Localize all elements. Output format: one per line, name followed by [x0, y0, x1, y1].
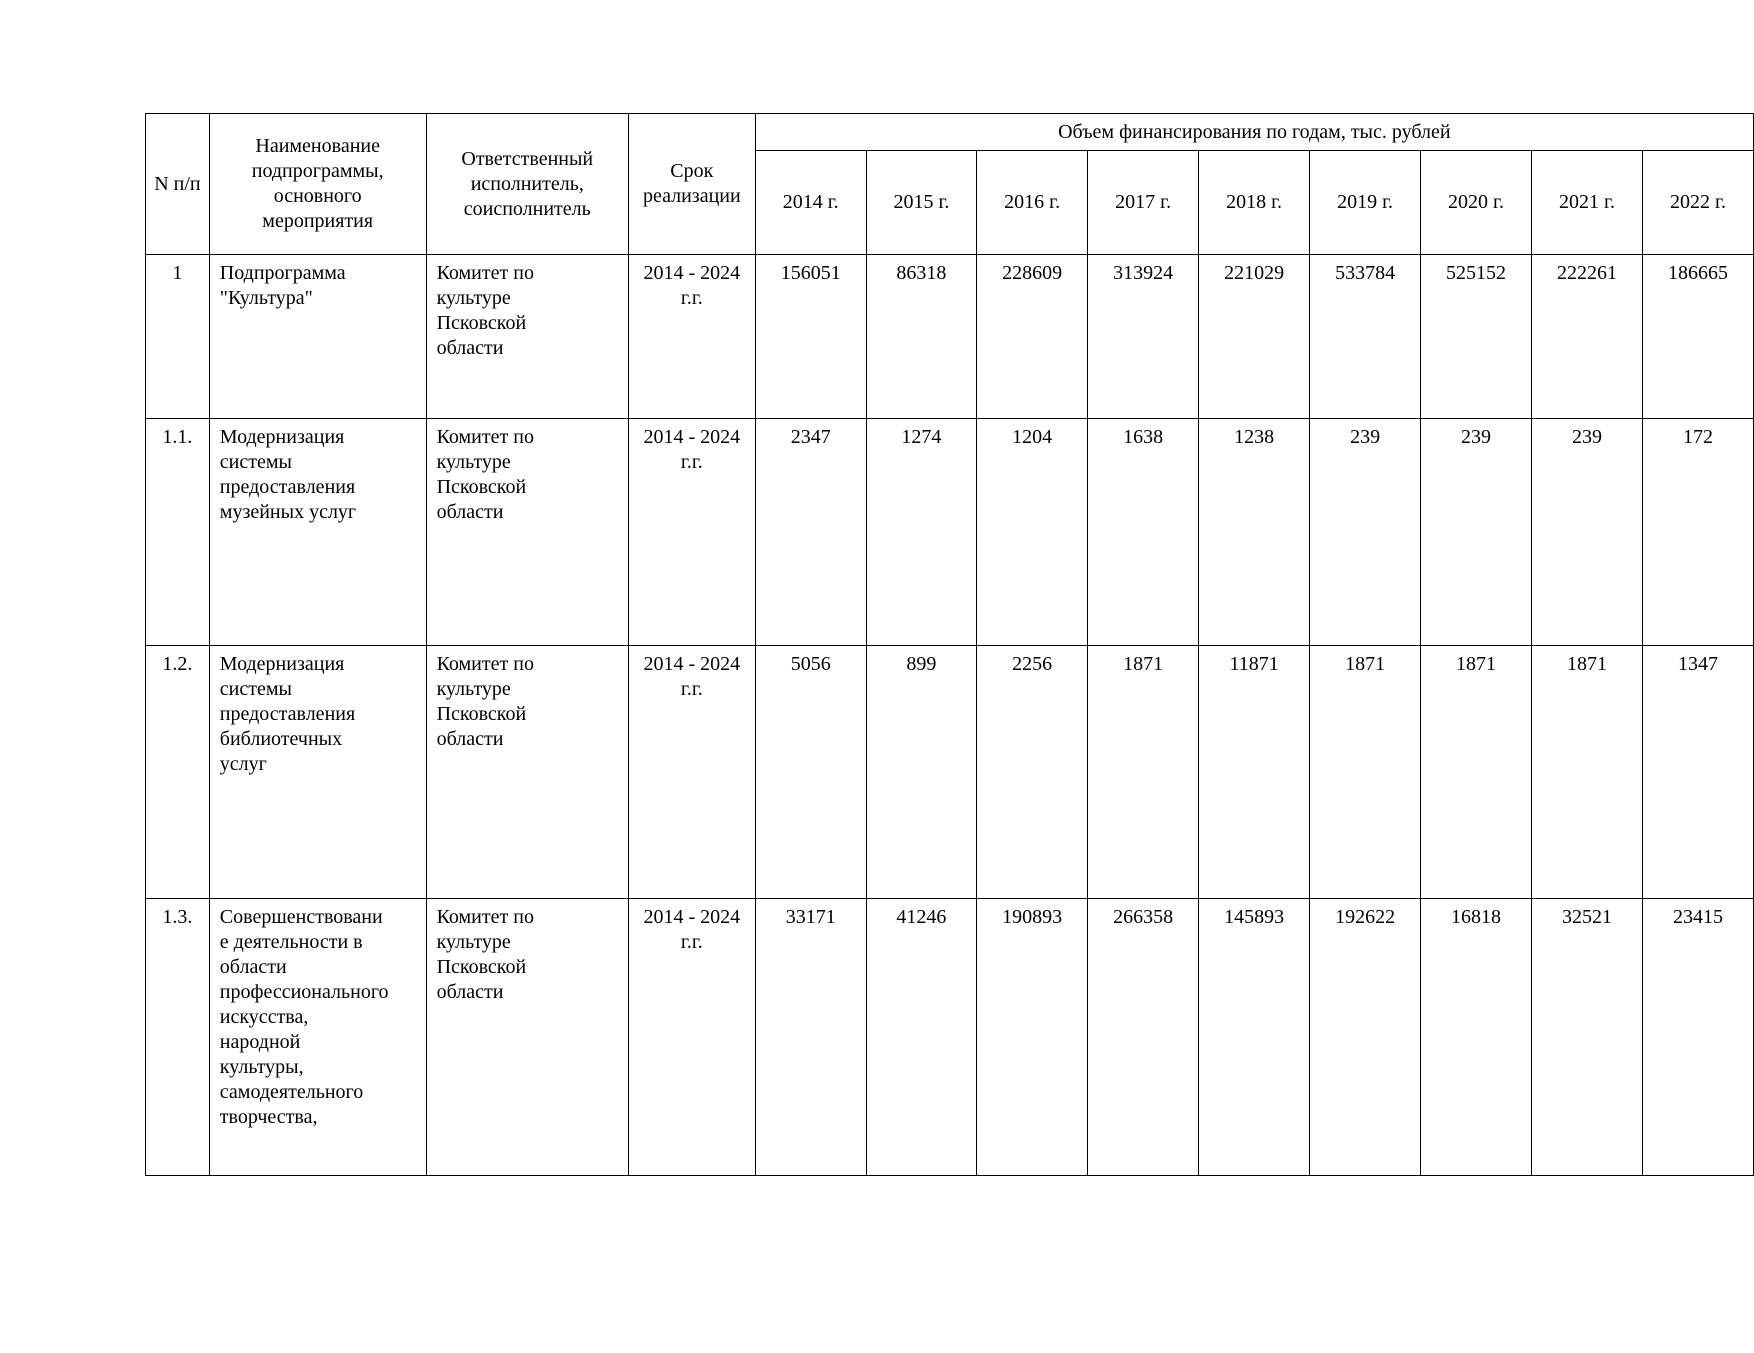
funding-value-cell: 313924 [1088, 255, 1199, 419]
header-executor: Ответственный исполнитель, соисполнитель [426, 114, 628, 255]
funding-value-cell: 11871 [1199, 646, 1310, 899]
table-row [146, 646, 1754, 899]
funding-value-cell: 1871 [1088, 646, 1199, 899]
header-year-2017: 2017 г. [1088, 151, 1199, 255]
funding-value-cell: 525152 [1421, 255, 1532, 419]
funding-value-cell: 239 [1421, 419, 1532, 646]
term-cell: 2014 - 2024 г.г. [628, 899, 755, 1176]
row-number-cell: 1.3. [146, 899, 210, 1176]
executor-cell: Комитет по культуре Псковской области [426, 255, 628, 419]
executor-cell: Комитет по культуре Псковской области [426, 899, 628, 1176]
term-cell: 2014 - 2024 г.г. [628, 646, 755, 899]
program-name-cell: Подпрограмма "Культура" [209, 255, 426, 419]
header-year-2019: 2019 г. [1310, 151, 1421, 255]
funding-value-cell: 145893 [1199, 899, 1310, 1176]
funding-value-cell: 2256 [977, 646, 1088, 899]
program-name-cell: Модернизация системы предоставления музейных услуг [209, 419, 426, 646]
funding-value-cell: 2347 [755, 419, 866, 646]
header-year-2015: 2015 г. [866, 151, 977, 255]
row-number-cell: 1 [146, 255, 210, 419]
row-number-cell: 1.1. [146, 419, 210, 646]
funding-value-cell: 1871 [1532, 646, 1643, 899]
row-number-cell: 1.2. [146, 646, 210, 899]
executor-cell: Комитет по культуре Псковской области [426, 419, 628, 646]
funding-value-cell: 156051 [755, 255, 866, 419]
header-year-2016: 2016 г. [977, 151, 1088, 255]
header-year-2021: 2021 г. [1532, 151, 1643, 255]
funding-value-cell: 239 [1310, 419, 1421, 646]
funding-value-cell: 186665 [1642, 255, 1753, 419]
table-row [146, 899, 1754, 1176]
program-name-cell: Модернизация системы предоставления библиотечных услуг [209, 646, 426, 899]
header-funding: Объем финансирования по годам, тыс. рублей [755, 114, 1753, 151]
funding-value-cell: 16818 [1421, 899, 1532, 1176]
header-year-2018: 2018 г. [1199, 151, 1310, 255]
header-name: Наименование подпрограммы, основного мероприятия [209, 114, 426, 255]
funding-value-cell: 1871 [1421, 646, 1532, 899]
funding-value-cell: 222261 [1532, 255, 1643, 419]
funding-value-cell: 1871 [1310, 646, 1421, 899]
funding-value-cell: 239 [1532, 419, 1643, 646]
funding-value-cell: 1238 [1199, 419, 1310, 646]
funding-value-cell: 1347 [1642, 646, 1753, 899]
funding-value-cell: 266358 [1088, 899, 1199, 1176]
funding-value-cell: 221029 [1199, 255, 1310, 419]
financing-table [145, 113, 1754, 1176]
program-name-cell: Совершенствовани е деятельности в области профессионального искусства, народной культуры, самодеятельного творчества, [209, 899, 426, 1176]
funding-value-cell: 1204 [977, 419, 1088, 646]
funding-value-cell: 533784 [1310, 255, 1421, 419]
table-row [146, 255, 1754, 419]
funding-value-cell: 1638 [1088, 419, 1199, 646]
funding-value-cell: 41246 [866, 899, 977, 1176]
funding-value-cell: 228609 [977, 255, 1088, 419]
header-year-2020: 2020 г. [1421, 151, 1532, 255]
header-year-2022: 2022 г. [1642, 151, 1753, 255]
funding-value-cell: 23415 [1642, 899, 1753, 1176]
funding-value-cell: 190893 [977, 899, 1088, 1176]
funding-value-cell: 192622 [1310, 899, 1421, 1176]
executor-cell: Комитет по культуре Псковской области [426, 646, 628, 899]
funding-value-cell: 33171 [755, 899, 866, 1176]
header-term: Срок реализации [628, 114, 755, 255]
header-year-2014: 2014 г. [755, 151, 866, 255]
term-cell: 2014 - 2024 г.г. [628, 419, 755, 646]
term-cell: 2014 - 2024 г.г. [628, 255, 755, 419]
funding-value-cell: 1274 [866, 419, 977, 646]
table-row [146, 419, 1754, 646]
funding-value-cell: 172 [1642, 419, 1753, 646]
funding-value-cell: 32521 [1532, 899, 1643, 1176]
funding-value-cell: 899 [866, 646, 977, 899]
header-num: N п/п [146, 114, 210, 255]
funding-value-cell: 5056 [755, 646, 866, 899]
funding-value-cell: 86318 [866, 255, 977, 419]
